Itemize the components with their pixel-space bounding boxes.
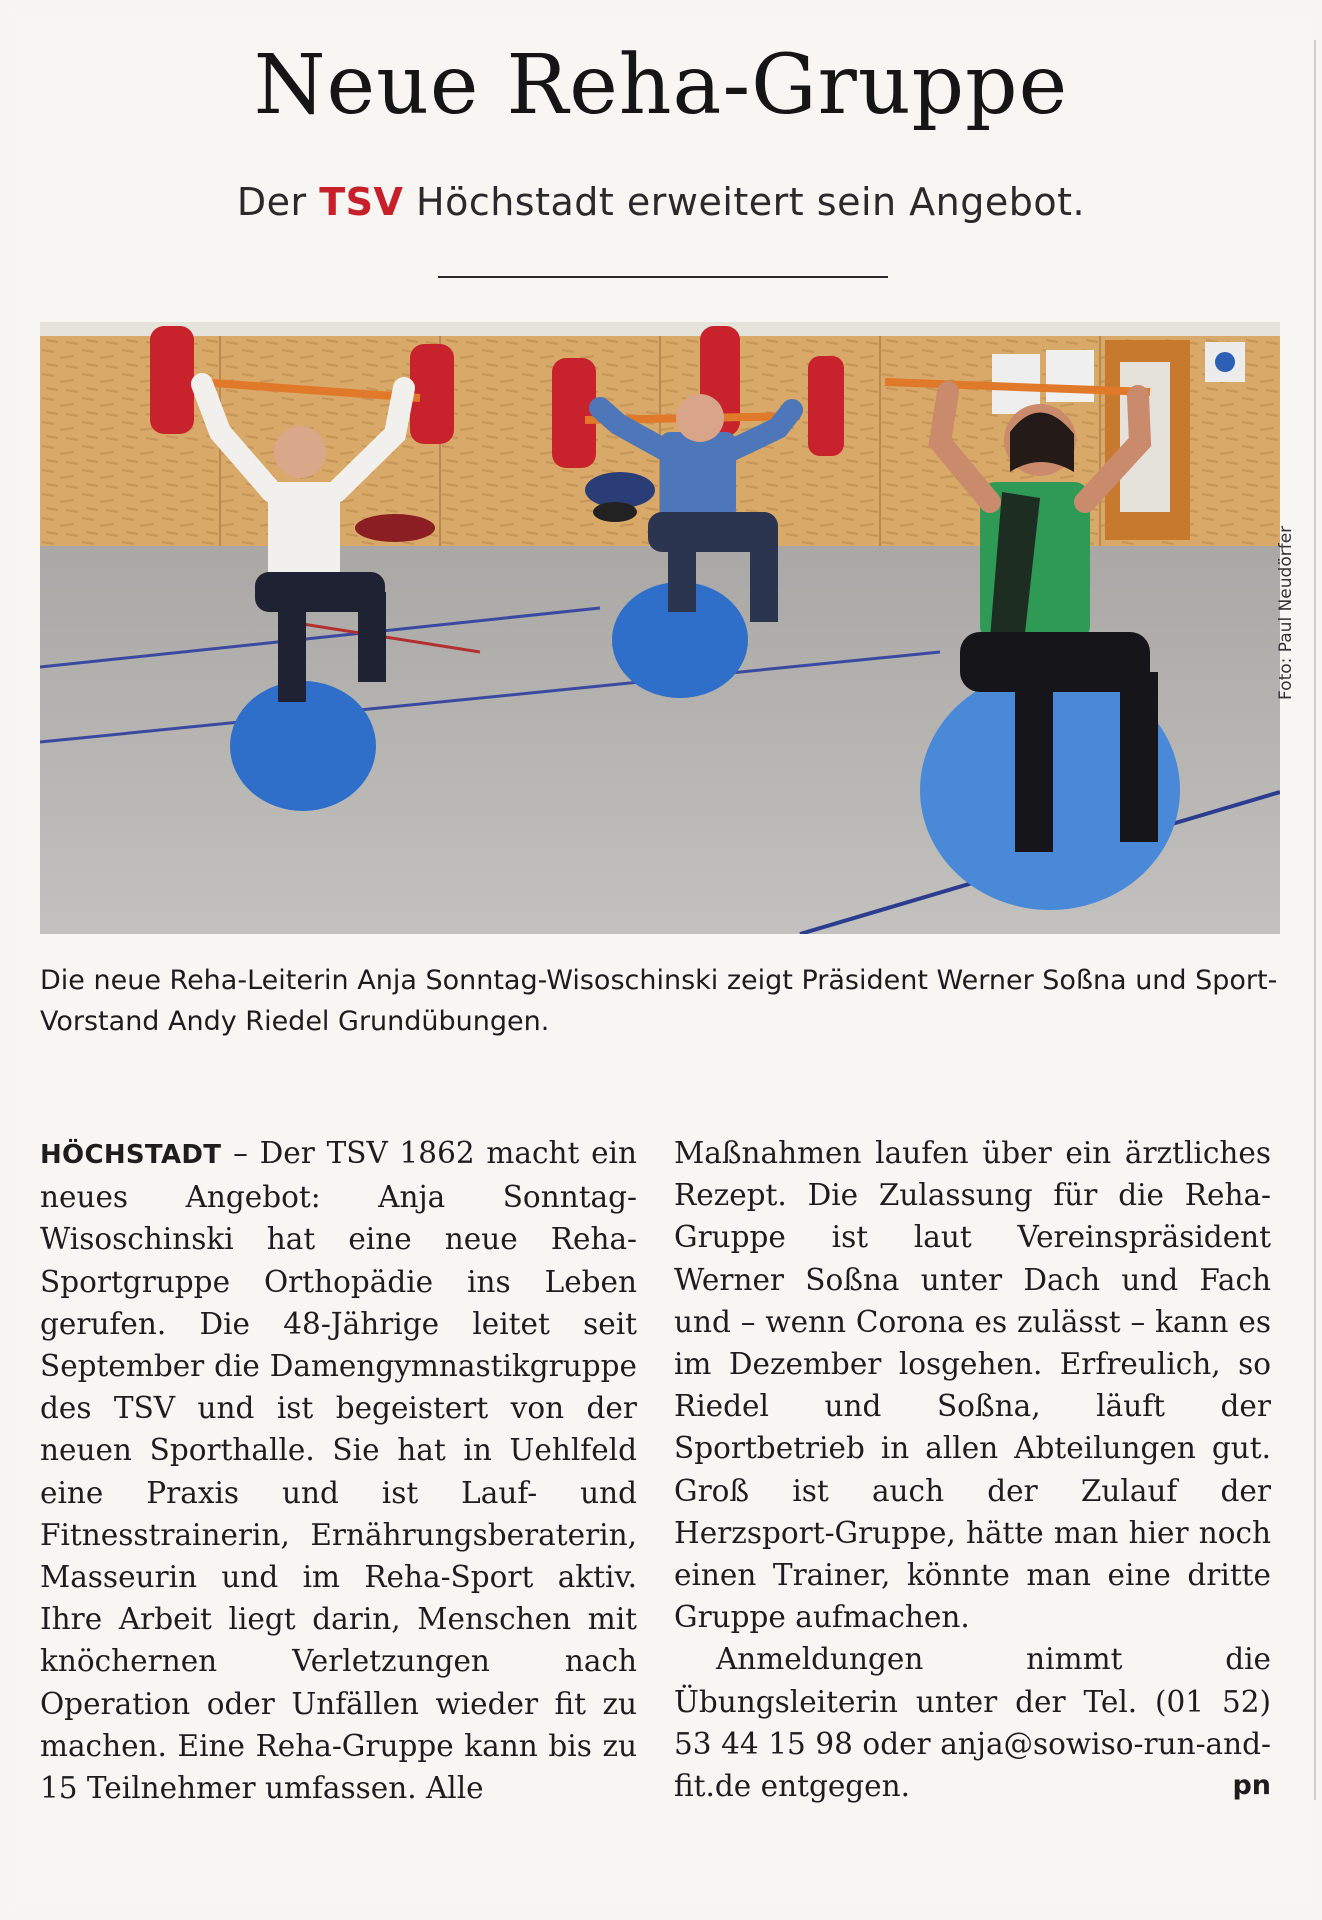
brand-tsv: TSV bbox=[319, 180, 404, 224]
article-column-left bbox=[40, 1132, 637, 1809]
subheadline bbox=[0, 180, 1322, 224]
article-photo bbox=[40, 322, 1280, 934]
subhead-prefix: Der bbox=[236, 180, 320, 224]
page-edge bbox=[1314, 40, 1316, 1800]
author-byline: pn bbox=[1232, 1770, 1271, 1802]
subhead-rest: Höchstadt erweitert sein Angebot. bbox=[403, 180, 1086, 224]
headline: Neue Reha-Gruppe bbox=[253, 38, 1069, 133]
photo-caption: Die neue Reha-Leiterin Anja Sonntag-Wisoschinski zeigt Präsident Werner Soßna und Sport-Vorstand Andy Riedel Grundübungen. bbox=[40, 965, 1278, 1037]
photo-credit: Foto: Paul Neudörfer bbox=[1276, 525, 1296, 700]
left-column-text: – Der TSV 1862 macht ein neues Angebot: Anja Sonntag-Wisoschinski hat eine neue Reha-Sportgruppe Orthopädie ins Leben gerufen. Die 48-Jährige leitet seit September die Damengymnastikgruppe des TSV und ist begeistert von der neuen Sporthalle. Sie hat in Uehlfeld eine Praxis und ist Lauf- und Fitnesstrainerin, Ernährungsberaterin, Masseurin und im Reha-Sport aktiv. Ihre Arbeit liegt darin, Menschen mit knöchernen Verletzungen nach Operation oder Unfällen wieder fit zu machen. Eine Reha-Gruppe kann bis zu 15 Teilnehmer umfassen. Alle bbox=[40, 1136, 637, 1806]
dateline: HÖCHSTADT bbox=[40, 1140, 222, 1170]
article-paragraph-2: Maßnahmen laufen über ein ärztliches Rezept. Die Zulassung für die Reha-Gruppe ist laut Vereinspräsident Werner Soßna unter Dach und Fach und – wenn Corona es zulässt – kann es im Dezember losgehen. Erfreulich, so Riedel und Soßna, läuft der Sportbetrieb in allen Abteilungen gut. Groß ist auch der Zulauf der Herzsport-Gruppe, hätte man hier noch einen Trainer, könnte man eine dritte Gruppe aufmachen. bbox=[674, 1136, 1271, 1635]
gym-scene-illustration bbox=[40, 322, 1280, 934]
headline-divider bbox=[438, 276, 888, 278]
article-paragraph-3 bbox=[674, 1638, 1271, 1807]
registration-text: Anmeldungen nimmt die Übungsleiterin unter der Tel. (01 52) 53 44 15 98 oder anja@sowiso-run-and-fit.de entgegen. bbox=[674, 1642, 1271, 1804]
article-paragraph-1 bbox=[40, 1132, 637, 1809]
article-column-right bbox=[674, 1132, 1271, 1807]
